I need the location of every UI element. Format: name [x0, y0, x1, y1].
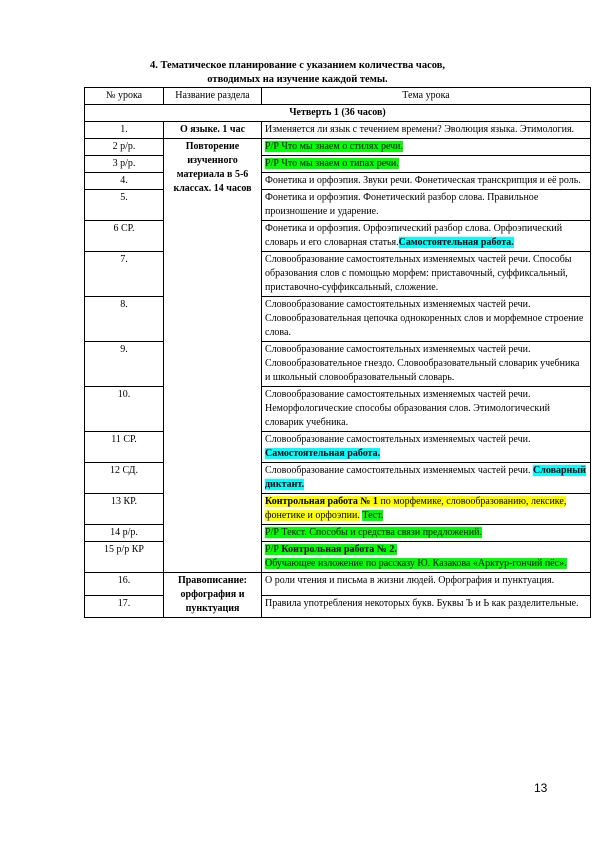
- lesson-topic: Правила употребления некоторых букв. Буквы Ъ и Ь как разделительные.: [262, 595, 591, 618]
- lesson-number: 15 р/р КР: [85, 542, 164, 573]
- lesson-topic: [262, 139, 591, 156]
- topic-text: Словообразование самостоятельных изменяемых частей речи.: [265, 465, 531, 476]
- lesson-number: 9.: [85, 342, 164, 387]
- section-name: О языке. 1 час: [164, 122, 262, 139]
- topic-text: Словообразование самостоятельных изменяемых частей речи.: [265, 434, 531, 445]
- independent-work-highlight: Самостоятельная работа.: [265, 448, 381, 459]
- essay-description-highlight: Обучающее изложение по рассказу Ю. Казакова «Арктур-гончий пёс».: [265, 558, 567, 569]
- lesson-number: 2 р/р.: [85, 139, 164, 156]
- lesson-topic: [262, 221, 591, 252]
- lesson-topic: [262, 432, 591, 463]
- lesson-number: 1.: [85, 122, 164, 139]
- table-header-row: [85, 88, 591, 105]
- lesson-topic: Словообразование самостоятельных изменяемых частей речи. Словообразовательная цепочка однокоренных слов и морфемное строение слова.: [262, 297, 591, 342]
- title-line-2: отводимых на изучение каждой темы.: [207, 74, 388, 85]
- table-row: [85, 595, 591, 618]
- lesson-topic: [262, 525, 591, 542]
- title-line-1: 4. Тематическое планирование с указанием количества часов,: [149, 60, 446, 71]
- lesson-topic: Словообразование самостоятельных изменяемых частей речи. Способы образования слов с помощью морфем: приставочный, суффиксальный, приставочно-суффиксальный, сложение.: [262, 252, 591, 297]
- lesson-number: 8.: [85, 297, 164, 342]
- planning-table: [84, 87, 591, 618]
- lesson-number: 5.: [85, 190, 164, 221]
- lesson-number: 16.: [85, 573, 164, 596]
- header-lesson-topic: Тема урока: [262, 88, 591, 105]
- header-lesson-number: № урока: [85, 88, 164, 105]
- topic-text: Р/Р Что мы знаем о стилях речи.: [265, 141, 404, 152]
- lesson-topic: Фонетика и орфоэпия. Звуки речи. Фонетическая транскрипция и её роль.: [262, 173, 591, 190]
- table-row: [85, 221, 591, 252]
- test-title-highlight: Контрольная работа № 2.: [281, 544, 397, 555]
- topic-text: Фонетика и орфоэпия. Орфоэпический разбор слова. Орфоэпический словарь и его словарная статья.: [265, 223, 563, 248]
- lesson-topic: О роли чтения и письма в жизни людей. Орфография и пунктуация.: [262, 573, 591, 596]
- lesson-topic: Словообразование самостоятельных изменяемых частей речи. Неморфологические способы образования слов. Этимологический словарик учебника.: [262, 387, 591, 432]
- lesson-number: 11 СР.: [85, 432, 164, 463]
- lesson-number: 13 КР.: [85, 494, 164, 525]
- page-number: 13: [534, 781, 548, 795]
- topic-prefix: Р/Р: [265, 544, 282, 555]
- lesson-topic: [262, 156, 591, 173]
- lesson-number: 4.: [85, 173, 164, 190]
- lesson-topic: Фонетика и орфоэпия. Фонетический разбор слова. Правильное произношение и ударение.: [262, 190, 591, 221]
- table-row: [85, 297, 591, 342]
- lesson-number: 17.: [85, 595, 164, 618]
- table-row: [85, 173, 591, 190]
- dictation-highlight: Словарный диктант.: [265, 465, 586, 490]
- table-row: [85, 432, 591, 463]
- section-name: Правописание: орфография и пунктуация: [164, 573, 262, 618]
- table-row: [85, 139, 591, 156]
- lesson-number: 3 р/р.: [85, 156, 164, 173]
- table-row: [85, 525, 591, 542]
- table-row: [85, 342, 591, 387]
- lesson-number: 6 СР.: [85, 221, 164, 252]
- lesson-number: 10.: [85, 387, 164, 432]
- section-name: Повторение изученного материала в 5-6 классах. 14 часов: [164, 139, 262, 573]
- topic-text: Р/Р Что мы знаем о типах речи.: [265, 158, 399, 169]
- test-label-highlight: Тест.: [362, 510, 384, 521]
- lesson-number: 14 р/р.: [85, 525, 164, 542]
- table-row: [85, 122, 591, 139]
- lesson-topic: [262, 494, 591, 525]
- page-title: [0, 59, 595, 87]
- table-row: [85, 252, 591, 297]
- lesson-topic: [262, 463, 591, 494]
- lesson-topic: [262, 542, 591, 573]
- lesson-number: 7.: [85, 252, 164, 297]
- quarter-row: [85, 105, 591, 122]
- table-row: [85, 156, 591, 173]
- table-row: [85, 463, 591, 494]
- test-description-highlight: по морфемике, словообразованию, лексике, фонетике и орфоэпии.: [265, 496, 567, 521]
- lesson-topic: Изменяется ли язык с течением времени? Эволюция языка. Этимология.: [262, 122, 591, 139]
- table-row: [85, 387, 591, 432]
- table-row: [85, 494, 591, 525]
- table-row: [85, 573, 591, 596]
- lesson-topic: Словообразование самостоятельных изменяемых частей речи. Словообразовательное гнездо. Словообразовательный словарик учебника и школьный словообразовательный словарь.: [262, 342, 591, 387]
- lesson-number: 12 СД.: [85, 463, 164, 494]
- topic-text: Р/Р Текст. Способы и средства связи предложений.: [265, 527, 482, 538]
- header-section-name: Название раздела: [164, 88, 262, 105]
- test-title-highlight: Контрольная работа № 1: [265, 496, 378, 507]
- table-row: [85, 190, 591, 221]
- table-row: [85, 542, 591, 573]
- independent-work-highlight: Самостоятельная работа.: [398, 237, 514, 248]
- quarter-label: Четверть 1 (36 часов): [85, 105, 591, 122]
